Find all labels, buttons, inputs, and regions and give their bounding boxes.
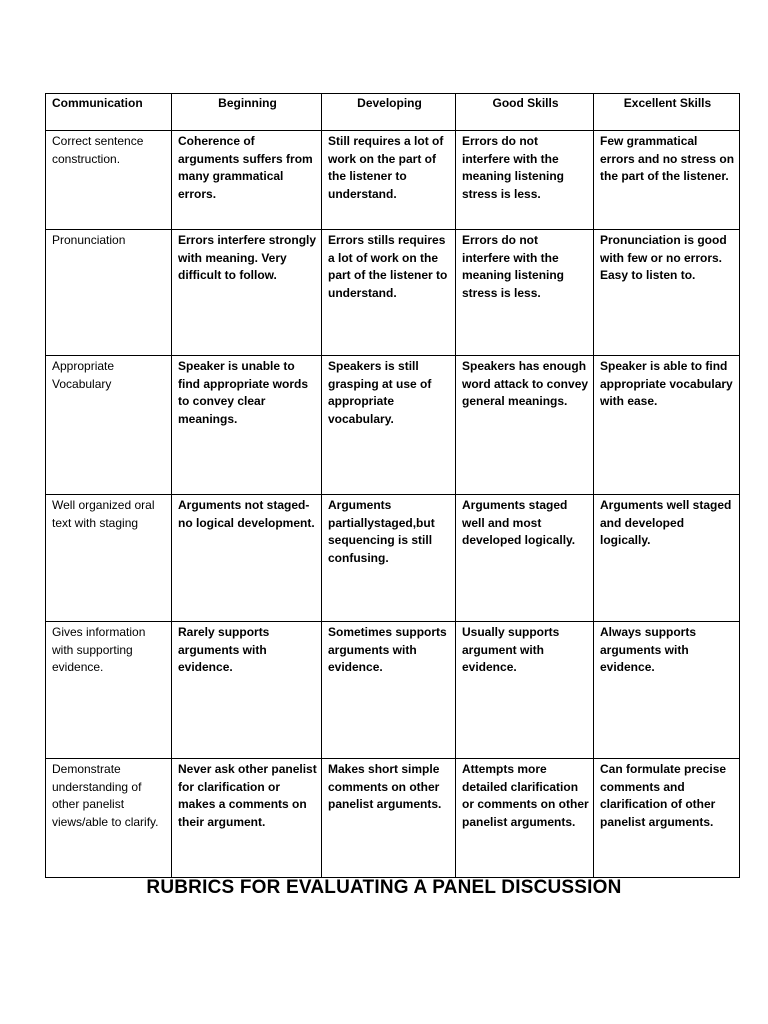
beginning-cell: Never ask other panelist for clarification or makes a comments on their argument.	[172, 759, 322, 878]
excellent-skills-cell: Can formulate precise comments and clarification of other panelist arguments.	[594, 759, 740, 878]
header-good-skills: Good Skills	[456, 94, 594, 131]
good-skills-cell: Attempts more detailed clarification or comments on other panelist arguments.	[456, 759, 594, 878]
criterion-cell: Demonstrate understanding of other panelist views/able to clarify.	[46, 759, 172, 878]
criterion-cell: Well organized oral text with staging	[46, 495, 172, 622]
header-beginning: Beginning	[172, 94, 322, 131]
table-row	[46, 495, 740, 622]
table-row	[46, 131, 740, 230]
developing-cell: Still requires a lot of work on the part of the listener to understand.	[322, 131, 456, 230]
good-skills-cell: Errors do not interfere with the meaning listening stress is less.	[456, 230, 594, 356]
table-row	[46, 230, 740, 356]
beginning-cell: Errors interfere strongly with meaning. Very difficult to follow.	[172, 230, 322, 356]
excellent-skills-cell: Pronunciation is good with few or no errors. Easy to listen to.	[594, 230, 740, 356]
developing-cell: Arguments partiallystaged,but sequencing is still confusing.	[322, 495, 456, 622]
header-developing: Developing	[322, 94, 456, 131]
excellent-skills-cell: Always supports arguments with evidence.	[594, 622, 740, 759]
developing-cell: Sometimes supports arguments with evidence.	[322, 622, 456, 759]
developing-cell: Makes short simple comments on other panelist arguments.	[322, 759, 456, 878]
criterion-cell: Appropriate Vocabulary	[46, 356, 172, 495]
good-skills-cell: Arguments staged well and most developed logically.	[456, 495, 594, 622]
table-row	[46, 759, 740, 878]
beginning-cell: Coherence of arguments suffers from many grammatical errors.	[172, 131, 322, 230]
rubric-table	[45, 93, 740, 878]
excellent-skills-cell: Few grammatical errors and no stress on the part of the listener.	[594, 131, 740, 230]
beginning-cell: Rarely supports arguments with evidence.	[172, 622, 322, 759]
criterion-cell: Pronunciation	[46, 230, 172, 356]
criterion-cell: Correct sentence construction.	[46, 131, 172, 230]
document-title: RUBRICS FOR EVALUATING A PANEL DISCUSSION	[146, 877, 622, 898]
developing-cell: Errors stills requires a lot of work on the part of the listener to understand.	[322, 230, 456, 356]
header-row	[46, 94, 740, 131]
good-skills-cell: Usually supports argument with evidence.	[456, 622, 594, 759]
excellent-skills-cell: Arguments well staged and developed logically.	[594, 495, 740, 622]
good-skills-cell: Speakers has enough word attack to convey general meanings.	[456, 356, 594, 495]
table-row	[46, 356, 740, 495]
table-row	[46, 622, 740, 759]
developing-cell: Speakers is still grasping at use of appropriate vocabulary.	[322, 356, 456, 495]
good-skills-cell: Errors do not interfere with the meaning listening stress is less.	[456, 131, 594, 230]
criterion-cell: Gives information with supporting evidence.	[46, 622, 172, 759]
header-excellent-skills: Excellent Skills	[594, 94, 740, 131]
excellent-skills-cell: Speaker is able to find appropriate vocabulary with ease.	[594, 356, 740, 495]
beginning-cell: Speaker is unable to find appropriate words to convey clear meanings.	[172, 356, 322, 495]
header-communication: Communication	[46, 94, 172, 131]
beginning-cell: Arguments not staged-no logical development.	[172, 495, 322, 622]
